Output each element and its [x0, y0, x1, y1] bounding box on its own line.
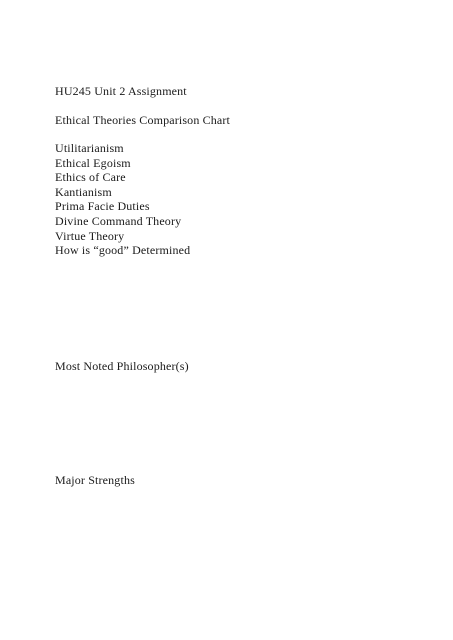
- theory-item: Virtue Theory: [55, 228, 125, 243]
- theory-item: Kantianism: [55, 184, 112, 199]
- theory-item: Ethical Egoism: [55, 155, 131, 170]
- theory-item: Utilitarianism: [55, 141, 124, 155]
- theory-list: [55, 141, 190, 258]
- strengths-label: Major Strengths: [55, 473, 135, 487]
- theory-item: Prima Facie Duties: [55, 199, 150, 214]
- philosophers-label: Most Noted Philosopher(s): [55, 359, 189, 373]
- theory-item: Divine Command Theory: [55, 213, 182, 228]
- good-determined-label: How is “good” Determined: [55, 243, 191, 258]
- assignment-heading: HU245 Unit 2 Assignment: [55, 84, 187, 98]
- theory-item: Ethics of Care: [55, 170, 126, 185]
- chart-title: Ethical Theories Comparison Chart: [55, 113, 231, 127]
